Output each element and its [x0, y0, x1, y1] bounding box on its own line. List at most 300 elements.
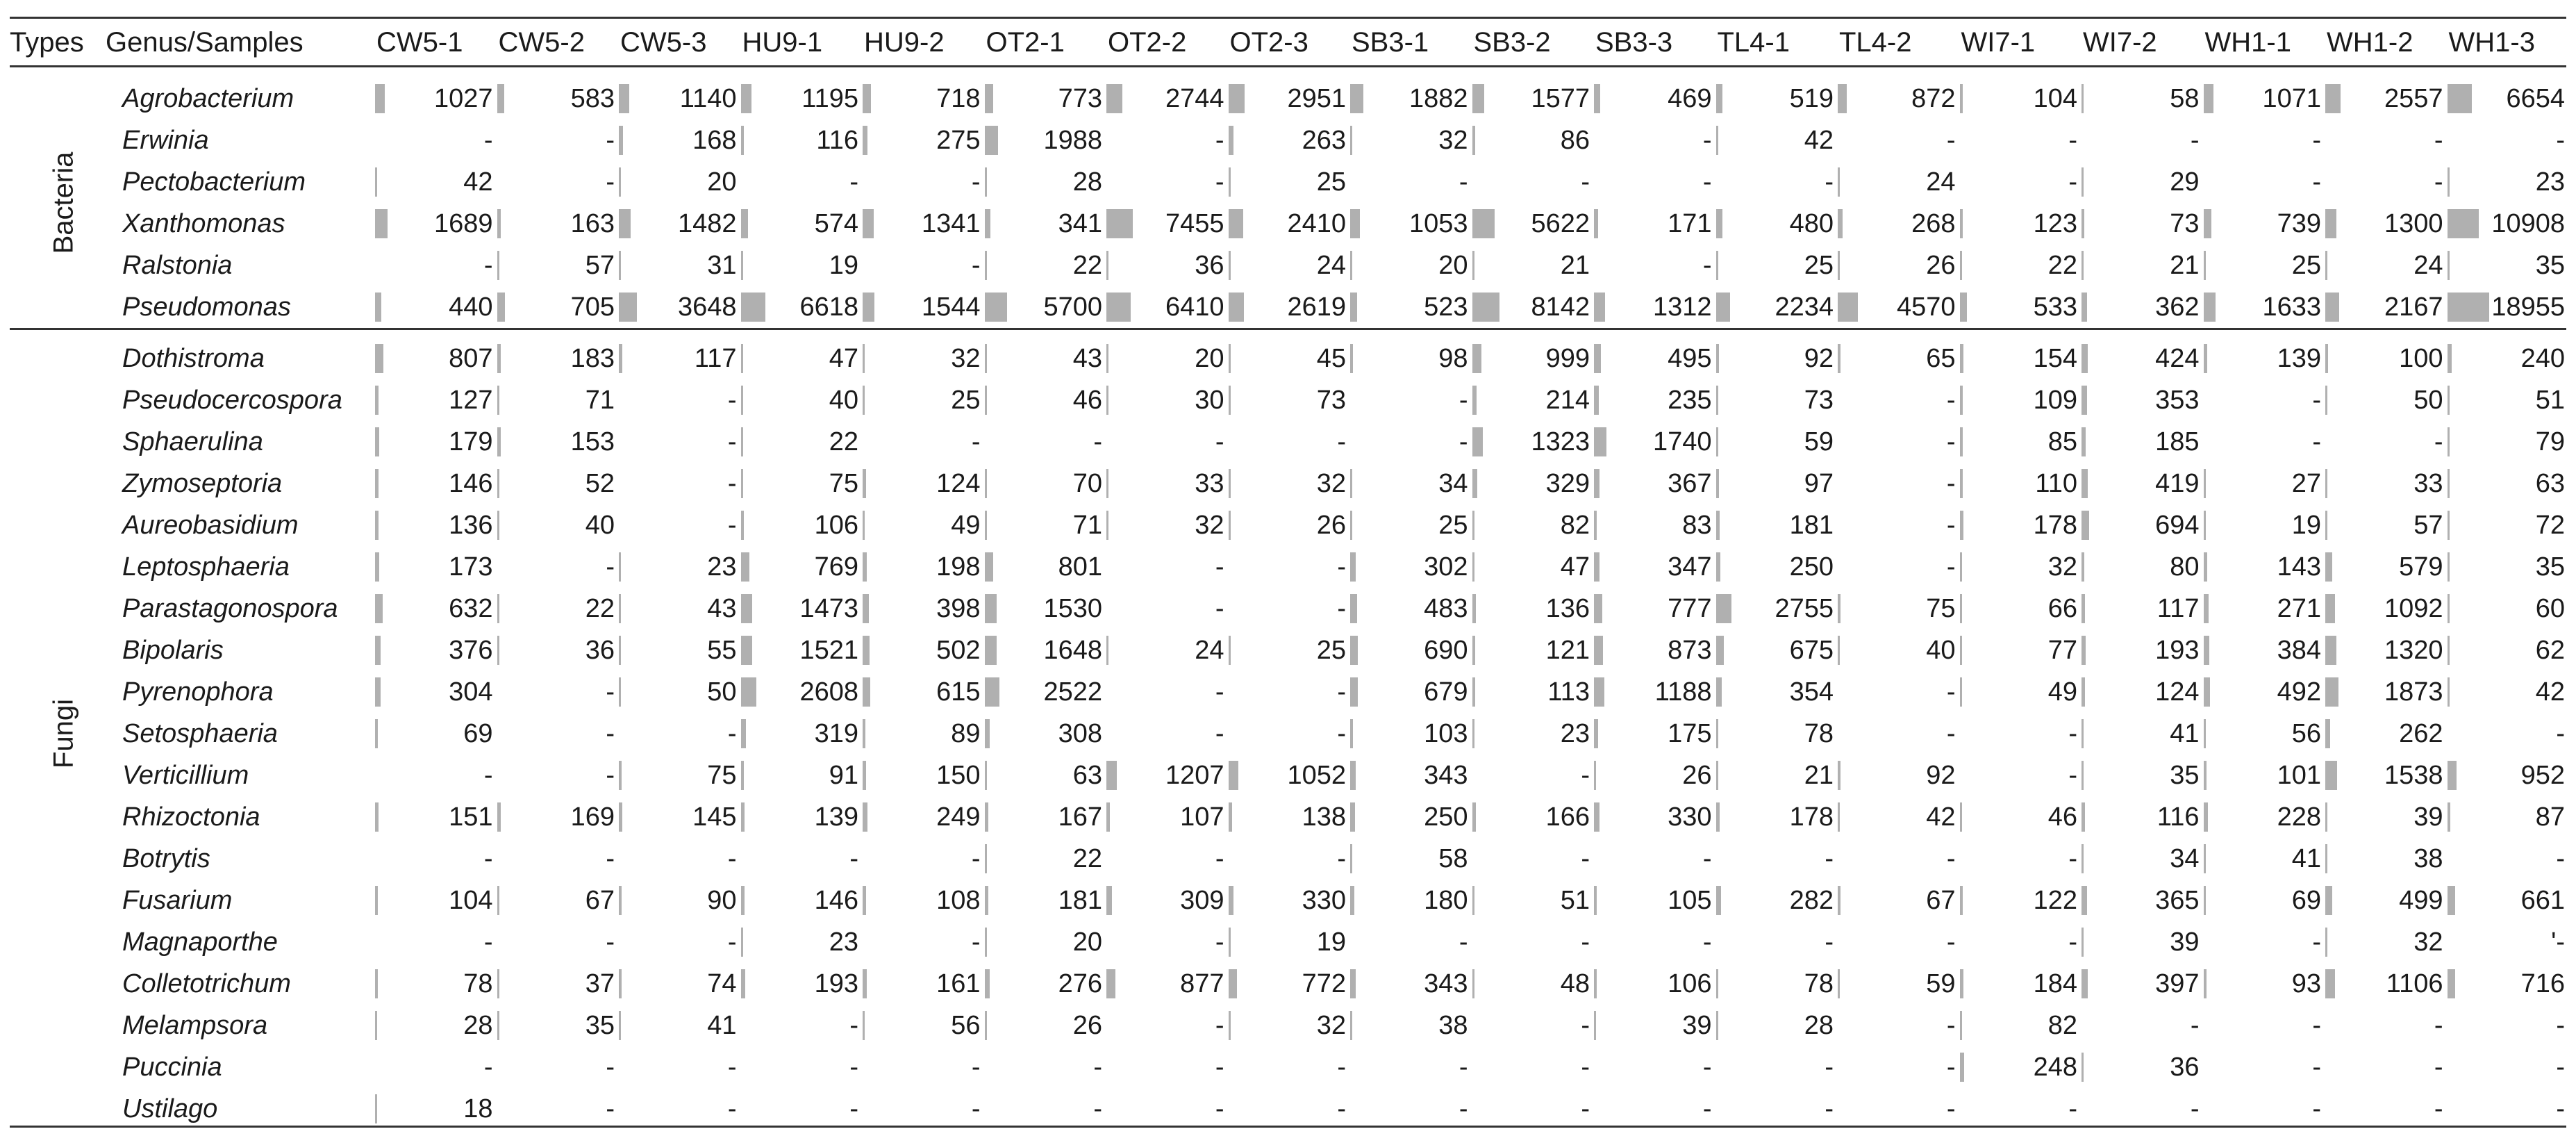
cell-value: -: [1702, 1053, 1712, 1082]
table-cell: [1106, 921, 1229, 963]
cell-value: -: [2068, 1094, 2077, 1123]
abundance-bar: [2448, 167, 2450, 197]
abundance-bar: [741, 427, 743, 456]
abundance-bar: [1472, 677, 1476, 707]
cell-value: -: [2434, 167, 2443, 197]
table-cell: [2448, 1005, 2570, 1046]
cell-value: -: [606, 167, 615, 197]
cell-value: -: [1337, 1094, 1346, 1123]
table-cell: [1229, 963, 1351, 1005]
table-cell: [1229, 504, 1351, 546]
abundance-bar: [2448, 636, 2450, 665]
abundance-bar: [1960, 251, 1962, 280]
abundance-bar: [1229, 1011, 1231, 1040]
table-cell: [2325, 588, 2448, 629]
abundance-bar: [741, 719, 747, 748]
abundance-bar: [1472, 552, 1474, 582]
table-cell: [1472, 203, 1595, 245]
table-cell: [2204, 671, 2326, 713]
cell-value: -: [606, 761, 615, 790]
abundance-bar: [2204, 594, 2209, 623]
cell-value: 32: [1438, 126, 1468, 155]
abundance-bar: [1594, 886, 1597, 915]
cell-value: 29: [2170, 167, 2200, 197]
abundance-bar: [2448, 84, 2473, 113]
table-cell: [1472, 629, 1595, 671]
cell-value: 21: [1560, 251, 1590, 280]
cell-value: -: [971, 1094, 981, 1123]
table-row: [0, 1046, 2576, 1088]
table-cell: [741, 796, 863, 838]
cell-value: -: [1946, 677, 1956, 707]
cell-value: 180: [1424, 886, 1468, 915]
table-cell: [1838, 921, 1960, 963]
cell-value: 46: [1072, 386, 1102, 415]
table-cell: [1960, 588, 2082, 629]
table-cell: [619, 838, 741, 880]
cell-value: 42: [1926, 802, 1956, 832]
table-cell: [375, 1088, 497, 1130]
table-cell: [1716, 629, 1838, 671]
abundance-bar: [497, 594, 499, 623]
table-cell: [1716, 504, 1838, 546]
table-cell: [1838, 588, 1960, 629]
abundance-bar: [2081, 427, 2086, 456]
cell-value: -: [2434, 1011, 2443, 1040]
cell-value: 20: [1195, 344, 1224, 373]
abundance-bar: [2448, 677, 2450, 707]
cell-value: 91: [829, 761, 858, 790]
abundance-bar: [1229, 886, 1234, 915]
table-cell: [1472, 838, 1595, 880]
cell-value: 19: [2291, 511, 2321, 540]
table-cell: [741, 338, 863, 379]
abundance-bar: [2204, 677, 2211, 707]
abundance-bar: [1350, 844, 1352, 873]
cell-value: 85: [2047, 427, 2077, 456]
table-cell: [1350, 245, 1472, 286]
abundance-bar: [2081, 594, 2085, 623]
cell-value: 6618: [799, 293, 858, 322]
cell-value: 185: [2155, 427, 2200, 456]
cell-value: -: [1946, 719, 1956, 748]
table-cell: [1229, 161, 1351, 203]
table-cell: [1716, 755, 1838, 796]
table-cell: [497, 1046, 620, 1088]
table-cell: [2081, 421, 2204, 463]
cell-value: 47: [829, 344, 858, 373]
table-cell: [1594, 713, 1716, 755]
cell-value: 2619: [1287, 293, 1346, 322]
column-header-wh1-1: WH1-1: [2204, 27, 2291, 58]
abundance-bar: [741, 251, 743, 280]
abundance-bar: [1472, 969, 1474, 998]
table-cell: [619, 245, 741, 286]
table-cell: [863, 963, 985, 1005]
cell-value: 1648: [1043, 636, 1102, 665]
abundance-bar: [375, 802, 379, 832]
table-row: [0, 1005, 2576, 1046]
cell-value: 25: [1316, 167, 1346, 197]
table-cell: [2081, 161, 2204, 203]
abundance-bar: [1960, 677, 1962, 707]
table-cell: [2448, 671, 2570, 713]
abundance-bar: [1716, 386, 1719, 415]
table-cell: [1350, 161, 1472, 203]
abundance-bar: [1472, 344, 1482, 373]
table-cell: [2204, 1005, 2326, 1046]
table-cell: [2204, 120, 2326, 161]
table-cell: [1229, 463, 1351, 504]
table-cell: [2325, 245, 2448, 286]
abundance-bar: [1960, 802, 1962, 832]
abundance-bar: [2325, 251, 2327, 280]
cell-value: 440: [449, 293, 493, 322]
table-cell: [1229, 629, 1351, 671]
table-cell: [863, 713, 985, 755]
abundance-bar: [1350, 802, 1355, 832]
table-cell: [1229, 421, 1351, 463]
table-cell: [1716, 1005, 1838, 1046]
abundance-bar: [1350, 969, 1356, 998]
table-cell: [741, 880, 863, 921]
cell-value: -: [1215, 844, 1224, 873]
table-cell: [863, 463, 985, 504]
cell-value: 136: [1545, 594, 1590, 623]
table-cell: [619, 161, 741, 203]
cell-value: 93: [2291, 969, 2321, 998]
abundance-bar: [1229, 126, 1233, 155]
cell-value: 30: [1195, 386, 1224, 415]
abundance-bar: [1960, 386, 1963, 415]
table-cell: [497, 338, 620, 379]
abundance-bar: [2081, 844, 2084, 873]
cell-value: -: [483, 251, 493, 280]
cell-value: 25: [2291, 251, 2321, 280]
cell-value: 26: [1316, 511, 1346, 540]
abundance-bar: [1594, 594, 1602, 623]
genus-name: Melampsora: [122, 1011, 268, 1040]
genus-name: Zymoseptoria: [122, 469, 283, 498]
table-cell: [985, 629, 1107, 671]
cell-value: 777: [1668, 594, 1712, 623]
cell-value: 153: [570, 427, 615, 456]
table-cell: [1716, 671, 1838, 713]
table-cell: [1229, 713, 1351, 755]
abundance-bar: [1960, 1011, 1963, 1040]
abundance-bar: [1838, 969, 1840, 998]
cell-value: 89: [951, 719, 981, 748]
table-cell: [1960, 838, 2082, 880]
table-cell: [741, 921, 863, 963]
cell-value: 150: [936, 761, 981, 790]
table-cell: [1716, 161, 1838, 203]
cell-value: -: [2190, 126, 2200, 155]
table-cell: [1838, 1005, 1960, 1046]
cell-value: -: [1825, 928, 1834, 957]
cell-value: 7455: [1165, 209, 1224, 238]
cell-value: 138: [1302, 802, 1346, 832]
table-cell: [2081, 463, 2204, 504]
table-cell: [1960, 379, 2082, 421]
genus-name: Pseudocercospora: [122, 386, 342, 415]
table-cell: [2325, 120, 2448, 161]
cell-value: 108: [936, 886, 981, 915]
cell-value: 57: [585, 251, 615, 280]
table-cell: [741, 1088, 863, 1130]
abundance-bar: [2448, 386, 2450, 415]
abundance-bar: [863, 511, 865, 540]
table-cell: [375, 629, 497, 671]
cell-value: -: [849, 167, 858, 197]
cell-value: 22: [1072, 844, 1102, 873]
cell-value: 2608: [799, 677, 858, 707]
table-cell: [741, 963, 863, 1005]
genus-name: Sphaerulina: [122, 427, 263, 456]
cell-value: 73: [1316, 386, 1346, 415]
cell-value: 1300: [2384, 209, 2443, 238]
abundance-bar: [1716, 802, 1720, 832]
table-cell: [1350, 671, 1472, 713]
abundance-bar: [1350, 344, 1353, 373]
table-cell: [2325, 838, 2448, 880]
table-cell: [619, 1046, 741, 1088]
abundance-bar: [1472, 209, 1495, 238]
cell-value: 2410: [1287, 209, 1346, 238]
abundance-bar: [2081, 469, 2088, 498]
abundance-bar: [1472, 802, 1477, 832]
abundance-bar: [2325, 469, 2327, 498]
cell-value: 2557: [2384, 84, 2443, 113]
abundance-bar: [1594, 469, 1599, 498]
cell-value: -: [1581, 761, 1590, 790]
abundance-bar: [1960, 84, 1963, 113]
table-row: [0, 713, 2576, 755]
cell-value: 35: [2535, 251, 2565, 280]
abundance-bar: [985, 636, 997, 665]
cell-value: 42: [463, 167, 493, 197]
abundance-bar: [1960, 552, 1962, 582]
abundance-bar: [2204, 209, 2212, 238]
cell-value: -: [2312, 386, 2321, 415]
table-cell: [1594, 755, 1716, 796]
cell-value: -: [971, 427, 981, 456]
cell-value: -: [1946, 126, 1956, 155]
cell-value: -: [1946, 511, 1956, 540]
abundance-bar: [2448, 886, 2455, 915]
table-cell: [741, 546, 863, 588]
abundance-bar: [2081, 167, 2084, 197]
abundance-bar: [741, 552, 749, 582]
abundance-bar: [375, 469, 379, 498]
abundance-bar: [497, 969, 499, 998]
table-row: [0, 755, 2576, 796]
table-cell: [863, 504, 985, 546]
cell-value: -: [1946, 1053, 1956, 1082]
cell-value: 37: [585, 969, 615, 998]
cell-value: 146: [449, 469, 493, 498]
cell-value: 42: [2535, 677, 2565, 707]
cell-value: 533: [2033, 293, 2077, 322]
table-cell: [2204, 245, 2326, 286]
table-row: [0, 796, 2576, 838]
cell-value: 365: [2155, 886, 2200, 915]
cell-value: -: [1946, 552, 1956, 582]
table-row: [0, 504, 2576, 546]
cell-value: -: [2068, 167, 2077, 197]
cell-value: 145: [692, 802, 737, 832]
cell-value: 41: [2291, 844, 2321, 873]
cell-value: 82: [2047, 1011, 2077, 1040]
cell-value: 50: [707, 677, 737, 707]
table-cell: [1229, 671, 1351, 713]
cell-value: 718: [936, 84, 981, 113]
abundance-bar: [2204, 511, 2206, 540]
abundance-bar: [619, 84, 629, 113]
cell-value: 22: [585, 594, 615, 623]
cell-value: -: [1459, 386, 1468, 415]
cell-value: -: [2312, 167, 2321, 197]
table-cell: [1594, 1005, 1716, 1046]
cell-value: -: [2190, 1011, 2200, 1040]
cell-value: 63: [1072, 761, 1102, 790]
abundance-bar: [1106, 761, 1117, 790]
abundance-bar: [741, 386, 743, 415]
cell-value: 1207: [1165, 761, 1224, 790]
cell-value: 952: [2520, 761, 2565, 790]
table-cell: [619, 120, 741, 161]
cell-value: 801: [1058, 552, 1102, 582]
table-cell: [1106, 671, 1229, 713]
table-cell: [1229, 838, 1351, 880]
header-rule: [10, 65, 2566, 67]
table-cell: [2325, 546, 2448, 588]
cell-value: -: [1946, 427, 1956, 456]
table-cell: [375, 1046, 497, 1088]
cell-value: -: [1215, 928, 1224, 957]
cell-value: 69: [463, 719, 493, 748]
table-cell: [1838, 755, 1960, 796]
abundance-bar: [1838, 636, 1840, 665]
abundance-bar: [497, 1011, 499, 1040]
table-cell: [863, 588, 985, 629]
genus-name: Aureobasidium: [122, 511, 299, 540]
table-cell: [1838, 203, 1960, 245]
abundance-bar: [1229, 251, 1231, 280]
table-cell: [1472, 463, 1595, 504]
cell-value: 36: [1195, 251, 1224, 280]
column-header-tl4-2: TL4-2: [1839, 27, 1912, 58]
cell-value: -: [2312, 126, 2321, 155]
genus-name: Ustilago: [122, 1094, 218, 1123]
abundance-bar: [1106, 469, 1108, 498]
table-cell: [1960, 338, 2082, 379]
abundance-bar: [741, 209, 748, 238]
abundance-bar: [1594, 719, 1598, 748]
abundance-bar: [497, 293, 506, 322]
cell-value: 24: [2413, 251, 2443, 280]
table-cell: [619, 921, 741, 963]
abundance-bar: [2081, 719, 2084, 748]
abundance-bar: [2081, 552, 2084, 582]
table-cell: [1350, 921, 1472, 963]
cell-value: 70: [1072, 469, 1102, 498]
abundance-bar: [619, 167, 621, 197]
column-header-wh1-3: WH1-3: [2448, 27, 2535, 58]
table-cell: [1960, 671, 2082, 713]
cell-value: -: [606, 677, 615, 707]
abundance-bar: [1716, 84, 1723, 113]
abundance-bar: [1472, 126, 1475, 155]
table-cell: [2448, 921, 2570, 963]
abundance-bar: [619, 552, 621, 582]
table-cell: [2204, 796, 2326, 838]
cell-value: 772: [1302, 969, 1346, 998]
abundance-bar: [741, 636, 753, 665]
table-cell: [1350, 286, 1472, 328]
abundance-bar: [741, 928, 743, 957]
abundance-bar: [2204, 84, 2213, 113]
abundance-bar: [1838, 293, 1858, 322]
table-cell: [1716, 796, 1838, 838]
cell-value: -: [2556, 844, 2565, 873]
cell-value: 104: [2033, 84, 2077, 113]
table-cell: [1472, 379, 1595, 421]
cell-value: -: [1946, 844, 1956, 873]
table-cell: [1106, 1046, 1229, 1088]
table-cell: [1229, 1005, 1351, 1046]
table-cell: [1838, 796, 1960, 838]
genus-name: Fusarium: [122, 886, 233, 915]
abundance-bar: [1229, 928, 1231, 957]
abundance-bar: [2081, 928, 2084, 957]
abundance-bar: [2081, 802, 2085, 832]
table-row: [0, 379, 2576, 421]
table-cell: [375, 588, 497, 629]
abundance-bar: [619, 344, 622, 373]
cell-value: 716: [2520, 969, 2565, 998]
genus-name: Pseudomonas: [122, 293, 291, 322]
table-cell: [1106, 796, 1229, 838]
table-cell: [1350, 421, 1472, 463]
abundance-bar: [619, 677, 621, 707]
cell-value: 1538: [2384, 761, 2443, 790]
cell-value: 39: [2413, 802, 2443, 832]
cell-value: 2951: [1287, 84, 1346, 113]
abundance-bar: [375, 209, 388, 238]
table-cell: [1716, 921, 1838, 963]
cell-value: -: [727, 469, 737, 498]
cell-value: 807: [449, 344, 493, 373]
table-cell: [863, 629, 985, 671]
table-cell: [2448, 755, 2570, 796]
table-cell: [1594, 671, 1716, 713]
cell-value: 161: [936, 969, 981, 998]
cell-value: 23: [707, 552, 737, 582]
cell-value: 47: [1560, 552, 1590, 582]
table-row: [0, 671, 2576, 713]
cell-value: 419: [2155, 469, 2200, 498]
genus-name: Colletotrichum: [122, 969, 291, 998]
table-cell: [2325, 796, 2448, 838]
table-cell: [2081, 338, 2204, 379]
abundance-bar: [1472, 251, 1474, 280]
table-cell: [2325, 161, 2448, 203]
table-cell: [985, 379, 1107, 421]
abundance-bar: [1229, 969, 1237, 998]
abundance-bar: [1472, 427, 1484, 456]
table-cell: [497, 629, 620, 671]
